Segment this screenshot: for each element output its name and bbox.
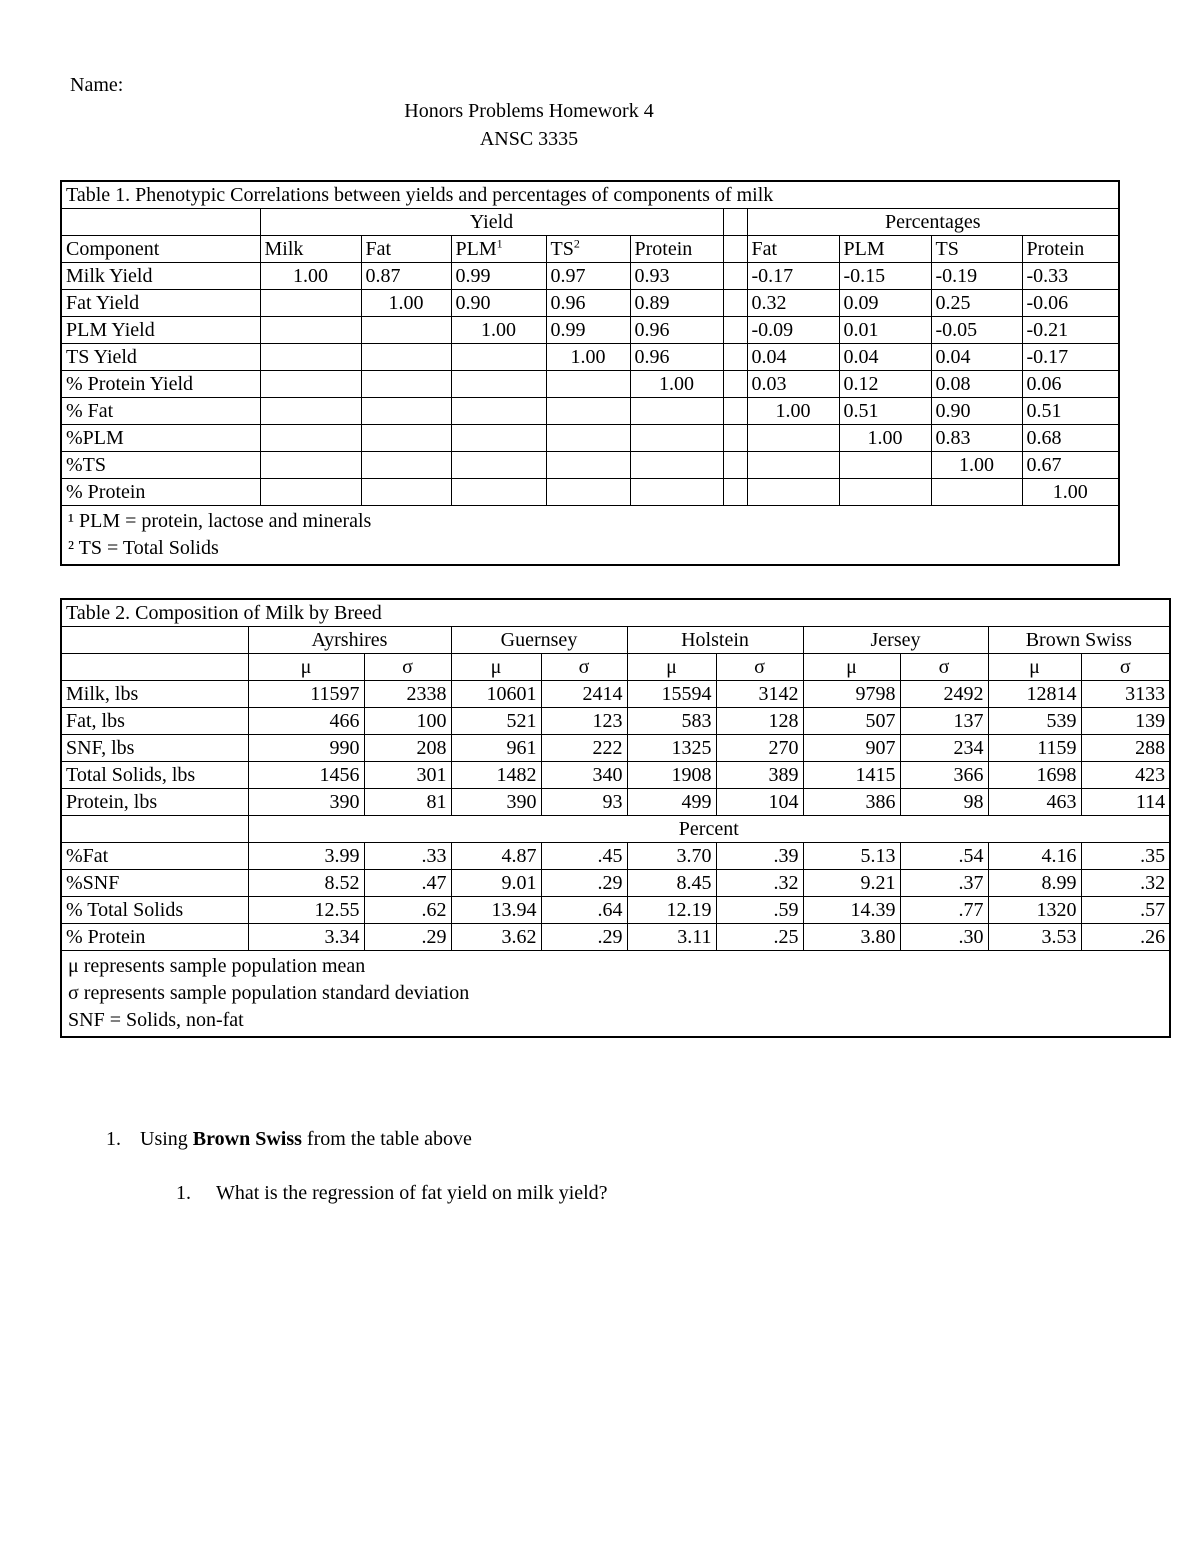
table-cell: .30 [900,924,988,951]
table-cell: -0.33 [1022,263,1119,290]
table-cell: 1.00 [931,452,1022,479]
mu-header: μ [627,654,716,681]
table-cell: 0.96 [630,317,723,344]
table-row [61,708,1170,735]
table-cell: 208 [364,735,451,762]
table-cell: 1482 [451,762,541,789]
gap-cell [723,479,747,506]
note-snf: SNF = Solids, non-fat [68,1009,244,1031]
table-cell: 1908 [627,762,716,789]
table-cell: 98 [900,789,988,816]
table-cell: .37 [900,870,988,897]
table-cell: 4.87 [451,843,541,870]
table-cell: -0.09 [747,317,839,344]
table-cell: .25 [716,924,803,951]
table-cell: 466 [248,708,364,735]
correlation-table [60,180,1120,566]
table-cell [747,479,839,506]
table-row [61,317,1119,344]
row-label: % Protein Yield [61,371,260,398]
table1-blank [61,209,260,236]
column-header: PLM [839,236,931,263]
table-cell: .47 [364,870,451,897]
table-cell [839,479,931,506]
table-cell: 0.99 [546,317,630,344]
table-cell: .32 [716,870,803,897]
table-cell [260,317,361,344]
table-cell: -0.21 [1022,317,1119,344]
table2-blank [61,627,248,654]
column-header: TS [931,236,1022,263]
footnote-marker: 2 [573,236,580,251]
table-cell [630,398,723,425]
table-cell [361,317,451,344]
column-header [546,236,630,263]
row-label: %SNF [61,870,248,897]
table-cell: -0.19 [931,263,1022,290]
column-header-text: TS [550,238,574,260]
row-label: Milk Yield [61,263,260,290]
table-cell: 139 [1081,708,1170,735]
row-label: Fat Yield [61,290,260,317]
table-cell: 81 [364,789,451,816]
table-cell: 389 [716,762,803,789]
table-cell [260,452,361,479]
table-cell [260,371,361,398]
table-cell: -0.06 [1022,290,1119,317]
table-cell [630,425,723,452]
table-cell [546,398,630,425]
table-cell: .32 [1081,870,1170,897]
breed-composition-table [60,598,1171,1038]
row-label: % Fat [61,398,260,425]
table-cell: -0.05 [931,317,1022,344]
table-cell: 0.25 [931,290,1022,317]
column-header: Fat [361,236,451,263]
row-label: % Protein [61,924,248,951]
breed-header: Ayrshires [248,627,451,654]
table2-caption: Table 2. Composition of Milk by Breed [61,599,1170,627]
table-cell: 9798 [803,681,900,708]
question-1 [106,1128,472,1151]
table-cell: 463 [988,789,1081,816]
table-cell: .29 [541,870,627,897]
table-cell: 0.96 [546,290,630,317]
table-cell: 0.51 [1022,398,1119,425]
gap-cell [723,371,747,398]
row-label: TS Yield [61,344,260,371]
question-text: from the table above [301,1128,472,1150]
breed-header: Holstein [627,627,803,654]
yield-group-header: Yield [260,209,723,236]
gap-cell [723,425,747,452]
table-cell: 0.90 [931,398,1022,425]
question-number: 1. [176,1182,191,1204]
table-cell: 0.04 [747,344,839,371]
table-cell: 0.67 [1022,452,1119,479]
table-cell: 3.53 [988,924,1081,951]
table-cell: 961 [451,735,541,762]
table-cell: 1.00 [1022,479,1119,506]
course-code: ANSC 3335 [479,128,579,150]
table-cell: 0.68 [1022,425,1119,452]
table-cell: 0.01 [839,317,931,344]
table-cell: 507 [803,708,900,735]
table-cell [546,371,630,398]
table-cell: 1.00 [839,425,931,452]
table-cell [451,425,546,452]
note-mu: μ represents sample population mean [68,955,366,977]
mu-header: μ [248,654,364,681]
table-cell: 366 [900,762,988,789]
gap-cell [723,344,747,371]
table-cell [931,479,1022,506]
table-cell [451,398,546,425]
table-cell [546,452,630,479]
gap-cell [723,263,747,290]
footnote-ts: ² TS = Total Solids [68,537,219,559]
table-cell: 15594 [627,681,716,708]
name-label: Name: [70,74,124,96]
table-row [61,924,1170,951]
table-cell: 10601 [451,681,541,708]
table2-notes [61,951,1170,1038]
table-cell: 9.21 [803,870,900,897]
table-cell [361,425,451,452]
table-cell [747,452,839,479]
table-cell [546,479,630,506]
table1-caption: Table 1. Phenotypic Correlations between yields and percentages of components of milk [61,181,1119,209]
table-cell: 0.99 [451,263,546,290]
gap-cell [723,209,747,236]
table-cell: .35 [1081,843,1170,870]
table-cell [361,344,451,371]
table-cell: 1.00 [546,344,630,371]
row-label: Total Solids, lbs [61,762,248,789]
table-cell [451,344,546,371]
table-cell: 0.89 [630,290,723,317]
table-cell: 1.00 [361,290,451,317]
table-row [61,870,1170,897]
table-cell: 93 [541,789,627,816]
table-cell: 8.52 [248,870,364,897]
footnote-plm: ¹ PLM = protein, lactose and minerals [68,510,372,532]
table-cell: 0.04 [839,344,931,371]
table-cell [839,452,931,479]
breed-header-row [61,627,1170,654]
table-cell [260,344,361,371]
row-label: Milk, lbs [61,681,248,708]
table-cell: 3.34 [248,924,364,951]
table-cell: 0.83 [931,425,1022,452]
question-emphasis: Brown Swiss [192,1128,302,1150]
table-cell: 100 [364,708,451,735]
table-cell: -0.15 [839,263,931,290]
column-header: Fat [747,236,839,263]
table-cell: -0.17 [1022,344,1119,371]
mu-header: μ [803,654,900,681]
table-row [61,681,1170,708]
gap-cell [723,452,747,479]
table-cell: 137 [900,708,988,735]
table-cell [260,425,361,452]
table-cell: 12.55 [248,897,364,924]
mu-header: μ [451,654,541,681]
table-cell: 9.01 [451,870,541,897]
table-cell: 301 [364,762,451,789]
table-cell: 0.03 [747,371,839,398]
table-cell: 1456 [248,762,364,789]
sigma-header: σ [900,654,988,681]
table-cell: 1.00 [260,263,361,290]
table-cell [747,425,839,452]
stat-header-row [61,654,1170,681]
table-cell: .33 [364,843,451,870]
table-cell: .57 [1081,897,1170,924]
table-cell: 990 [248,735,364,762]
question-1-sub-1 [176,1182,608,1205]
table-cell: 499 [627,789,716,816]
table-cell: 8.45 [627,870,716,897]
table-cell: 0.09 [839,290,931,317]
table-row [61,344,1119,371]
table-cell [630,452,723,479]
table-cell: 0.96 [630,344,723,371]
table-cell: 1698 [988,762,1081,789]
table-cell: .54 [900,843,988,870]
table-cell: 521 [451,708,541,735]
table-row [61,263,1119,290]
row-label: PLM Yield [61,317,260,344]
table-cell [630,479,723,506]
breed-header: Brown Swiss [988,627,1170,654]
table-cell: 222 [541,735,627,762]
table-cell: .29 [541,924,627,951]
table-cell [260,290,361,317]
table-cell: 583 [627,708,716,735]
row-label: SNF, lbs [61,735,248,762]
table-cell: .29 [364,924,451,951]
table-cell: 1415 [803,762,900,789]
table-cell [260,398,361,425]
percent-section-header: Percent [248,816,1170,843]
percentages-group-header: Percentages [747,209,1119,236]
table-cell: 12.19 [627,897,716,924]
table1-footnotes [61,506,1119,566]
row-label: %Fat [61,843,248,870]
table-cell: 3.99 [248,843,364,870]
table-cell [361,371,451,398]
document-title: Honors Problems Homework 4 [404,100,654,122]
row-label: % Total Solids [61,897,248,924]
table-cell: .26 [1081,924,1170,951]
breed-header: Jersey [803,627,988,654]
table-cell: 1159 [988,735,1081,762]
table-cell: 13.94 [451,897,541,924]
gap-cell [723,398,747,425]
table-cell: .45 [541,843,627,870]
row-label: %PLM [61,425,260,452]
table-cell: 1325 [627,735,716,762]
table1-header-row [61,236,1119,263]
table-cell: 390 [451,789,541,816]
table-cell: 907 [803,735,900,762]
table-cell: .59 [716,897,803,924]
column-header: Component [61,236,260,263]
table-cell: 2338 [364,681,451,708]
table-cell: 1.00 [747,398,839,425]
table-cell: 3.11 [627,924,716,951]
sigma-header: σ [541,654,627,681]
table-row [61,371,1119,398]
table-cell: 3.80 [803,924,900,951]
table-cell: 3133 [1081,681,1170,708]
table-cell: 1.00 [451,317,546,344]
breed-header: Guernsey [451,627,627,654]
table-cell: 104 [716,789,803,816]
table-cell: 288 [1081,735,1170,762]
table-row [61,789,1170,816]
table-cell: 0.51 [839,398,931,425]
row-label: Protein, lbs [61,789,248,816]
table-cell [361,398,451,425]
table-cell [361,452,451,479]
table2-blank [61,654,248,681]
row-label: Fat, lbs [61,708,248,735]
table-cell: 1320 [988,897,1081,924]
table-cell [451,452,546,479]
table-cell [260,479,361,506]
table-cell: .77 [900,897,988,924]
table-cell: .39 [716,843,803,870]
table-cell: 3.70 [627,843,716,870]
table-cell: 340 [541,762,627,789]
table-cell: 0.32 [747,290,839,317]
table-cell: 3142 [716,681,803,708]
footnote-marker: 1 [496,236,503,251]
table-cell: .62 [364,897,451,924]
table-row [61,762,1170,789]
table-cell: 5.13 [803,843,900,870]
table-cell: 0.93 [630,263,723,290]
table2-blank [61,816,248,843]
table-row [61,398,1119,425]
table-cell: 539 [988,708,1081,735]
table-cell: 2492 [900,681,988,708]
table-cell [546,425,630,452]
table-cell: 123 [541,708,627,735]
question-text: Using [140,1128,193,1150]
gap-cell [723,317,747,344]
table-row [61,843,1170,870]
table-row [61,479,1119,506]
row-label: %TS [61,452,260,479]
table-cell: 270 [716,735,803,762]
table-cell: -0.17 [747,263,839,290]
table-cell: 0.04 [931,344,1022,371]
table-cell [361,479,451,506]
table-cell [451,479,546,506]
table-cell: 386 [803,789,900,816]
table-cell: 8.99 [988,870,1081,897]
table-cell: 0.90 [451,290,546,317]
sigma-header: σ [716,654,803,681]
table-row [61,897,1170,924]
mu-header: μ [988,654,1081,681]
table-cell: 0.06 [1022,371,1119,398]
table-cell: 423 [1081,762,1170,789]
table-row [61,735,1170,762]
column-header: Milk [260,236,361,263]
gap-cell [723,290,747,317]
table-row [61,452,1119,479]
table-cell: 11597 [248,681,364,708]
table-cell: 4.16 [988,843,1081,870]
table-cell: 12814 [988,681,1081,708]
column-header-text: PLM [455,238,497,260]
question-number: 1. [106,1128,121,1150]
table-cell: 128 [716,708,803,735]
question-text: What is the regression of fat yield on milk yield? [216,1182,608,1204]
note-sigma: σ represents sample population standard deviation [68,982,470,1004]
table-cell [451,371,546,398]
sigma-header: σ [1081,654,1170,681]
table-cell: 390 [248,789,364,816]
column-header: Protein [630,236,723,263]
table-cell: 234 [900,735,988,762]
sigma-header: σ [364,654,451,681]
table-cell: 14.39 [803,897,900,924]
column-header: Protein [1022,236,1119,263]
table-cell: 0.12 [839,371,931,398]
table-cell: 3.62 [451,924,541,951]
table-cell: 2414 [541,681,627,708]
table-cell: 1.00 [630,371,723,398]
table-row [61,290,1119,317]
table-row [61,425,1119,452]
table-cell: 0.87 [361,263,451,290]
table-cell: .64 [541,897,627,924]
table-cell: 0.08 [931,371,1022,398]
table-cell: 114 [1081,789,1170,816]
table-cell: 0.97 [546,263,630,290]
row-label: % Protein [61,479,260,506]
gap-cell [723,236,747,263]
column-header [451,236,546,263]
